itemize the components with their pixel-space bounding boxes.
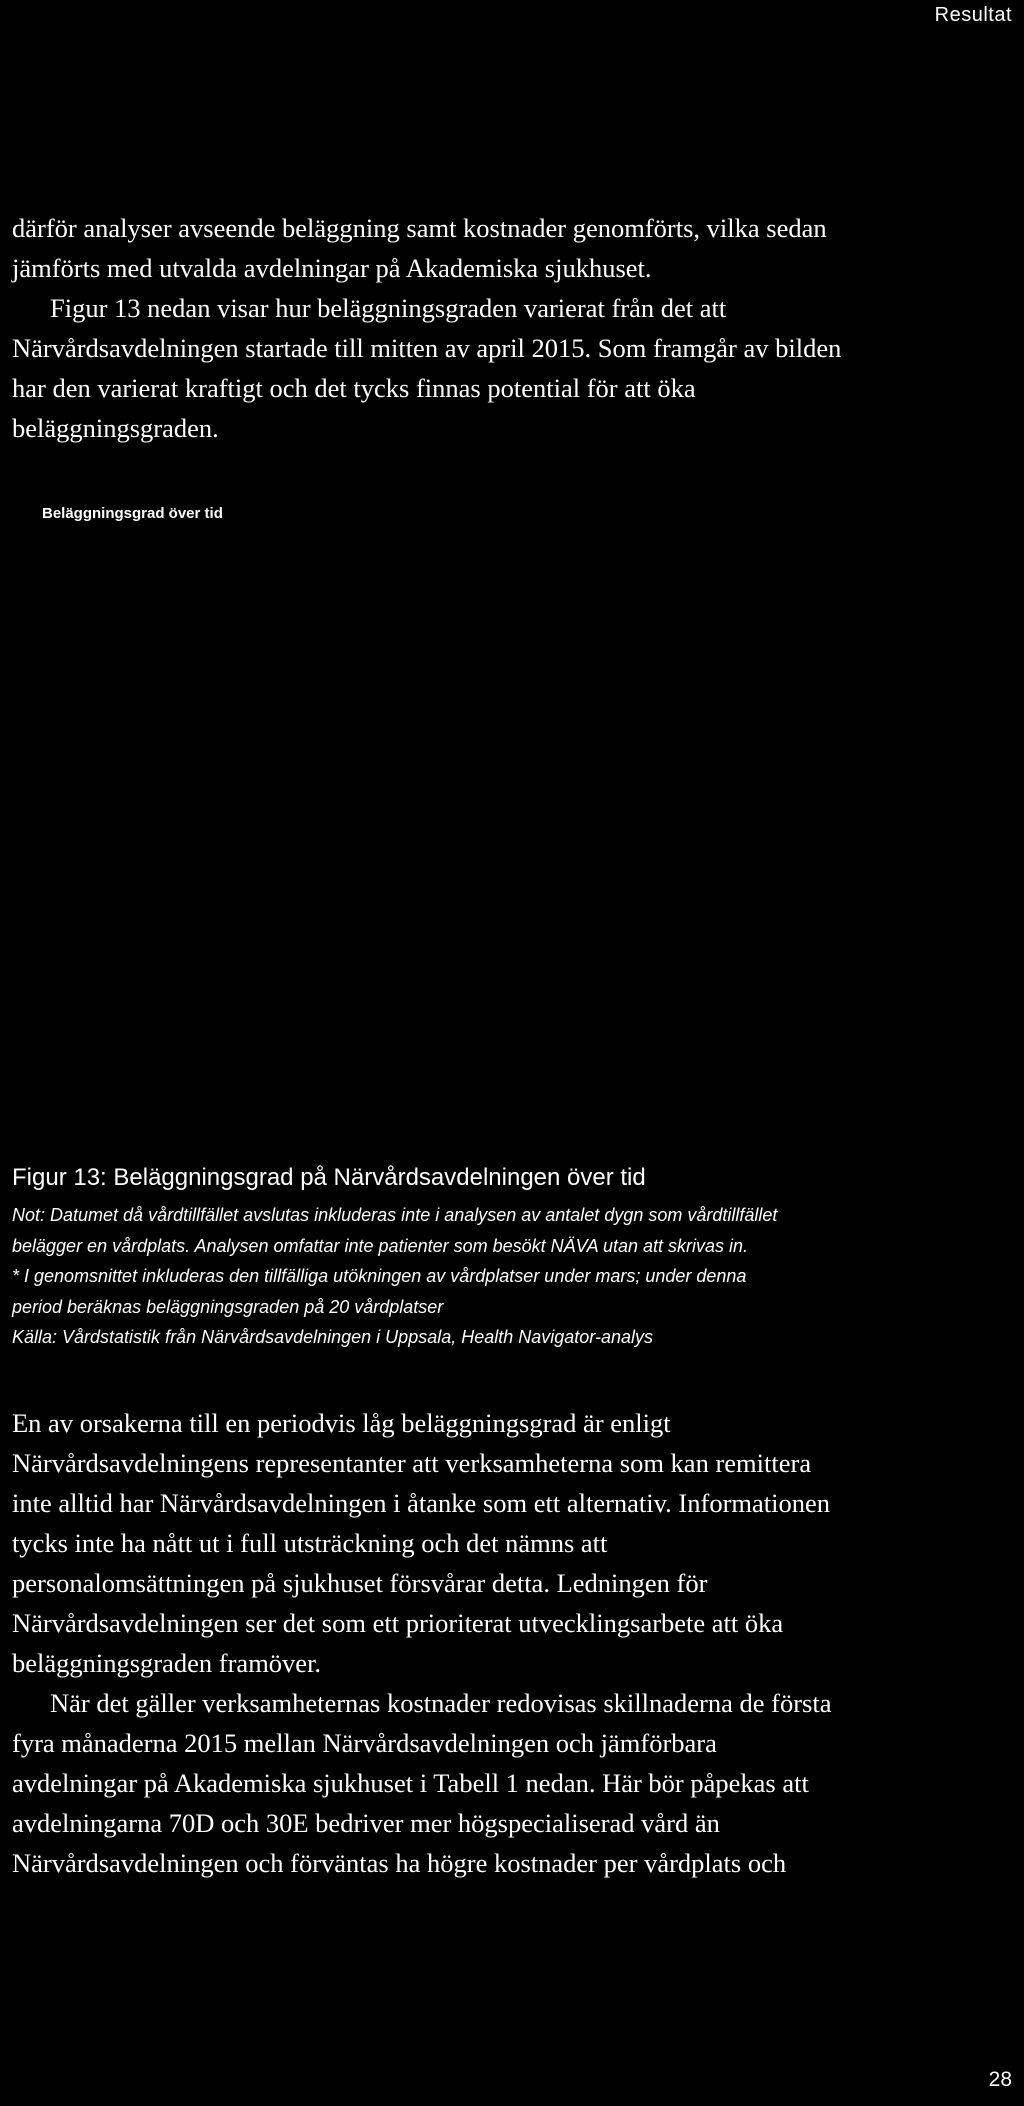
text-line: När det gäller verksamheternas kostnader redovisas skillnaderna de första — [50, 1688, 832, 1718]
figure-note-line: * I genomsnittet inkluderas den tillfälliga utökningen av vårdplatser under mars; under denna — [12, 1266, 747, 1286]
figure-source: Källa: Vårdstatistik från Närvårdsavdelningen i Uppsala, Health Navigator-analys — [12, 1327, 653, 1347]
body-paragraph — [12, 1403, 1017, 1883]
text-line: personalomsättningen på sjukhuset försvårar detta. Ledningen för — [12, 1568, 708, 1598]
text-line: Närvårdsavdelningens representanter att verksamheterna som kan remittera — [12, 1448, 812, 1478]
text-line: beläggningsgraden framöver. — [12, 1648, 322, 1678]
text-line: Närvårdsavdelningen och förväntas ha högre kostnader per vårdplats och — [12, 1848, 787, 1878]
text-line: beläggningsgraden. — [12, 413, 219, 443]
text-line: avdelningarna 70D och 30E bedriver mer högspecialiserad vård än — [12, 1808, 720, 1838]
text-line: tycks inte ha nått ut i full utsträckning och det nämns att — [12, 1528, 608, 1558]
text-line: Figur 13 nedan visar hur beläggningsgraden varierat från det att — [50, 293, 727, 323]
figure-caption: Figur 13: Beläggningsgrad på Närvårdsavdelningen över tid — [12, 1164, 646, 1191]
intro-paragraph — [12, 208, 1017, 448]
text-line: inte alltid har Närvårdsavdelningen i åtanke som ett alternativ. Informationen — [12, 1488, 831, 1518]
text-line: fyra månaderna 2015 mellan Närvårdsavdelningen och jämförbara — [12, 1728, 717, 1758]
text-line: har den varierat kraftigt och det tycks finnas potential för att öka — [12, 373, 696, 403]
section-header: Resultat — [934, 4, 1012, 26]
figure-caption-block — [12, 1160, 1017, 1353]
text-line: Närvårdsavdelningen ser det som ett prioriterat utvecklingsarbete att öka — [12, 1608, 784, 1638]
chart-title: Beläggningsgrad över tid — [42, 505, 223, 522]
figure-note-line: Not: Datumet då vårdtillfället avslutas inkluderas inte i analysen av antalet dygn som vårdtillfället — [12, 1205, 778, 1225]
chart-area — [42, 540, 1002, 1120]
page-number: 28 — [988, 2068, 1012, 2091]
text-line: En av orsakerna till en periodvis låg beläggningsgrad är enligt — [12, 1408, 671, 1438]
figure-note-line: belägger en vårdplats. Analysen omfattar inte patienter som besökt NÄVA utan att skrivas in. — [12, 1235, 749, 1256]
text-line: därför analyser avseende beläggning samt kostnader genomförts, vilka sedan — [12, 213, 827, 243]
text-line: avdelningar på Akademiska sjukhuset i Tabell 1 nedan. Här bör påpekas att — [12, 1768, 809, 1798]
text-line: jämförts med utvalda avdelningar på Akademiska sjukhuset. — [12, 253, 652, 283]
figure-note-line: period beräknas beläggningsgraden på 20 vårdplatser — [12, 1296, 444, 1317]
text-line: Närvårdsavdelningen startade till mitten av april 2015. Som framgår av bilden — [12, 333, 842, 363]
